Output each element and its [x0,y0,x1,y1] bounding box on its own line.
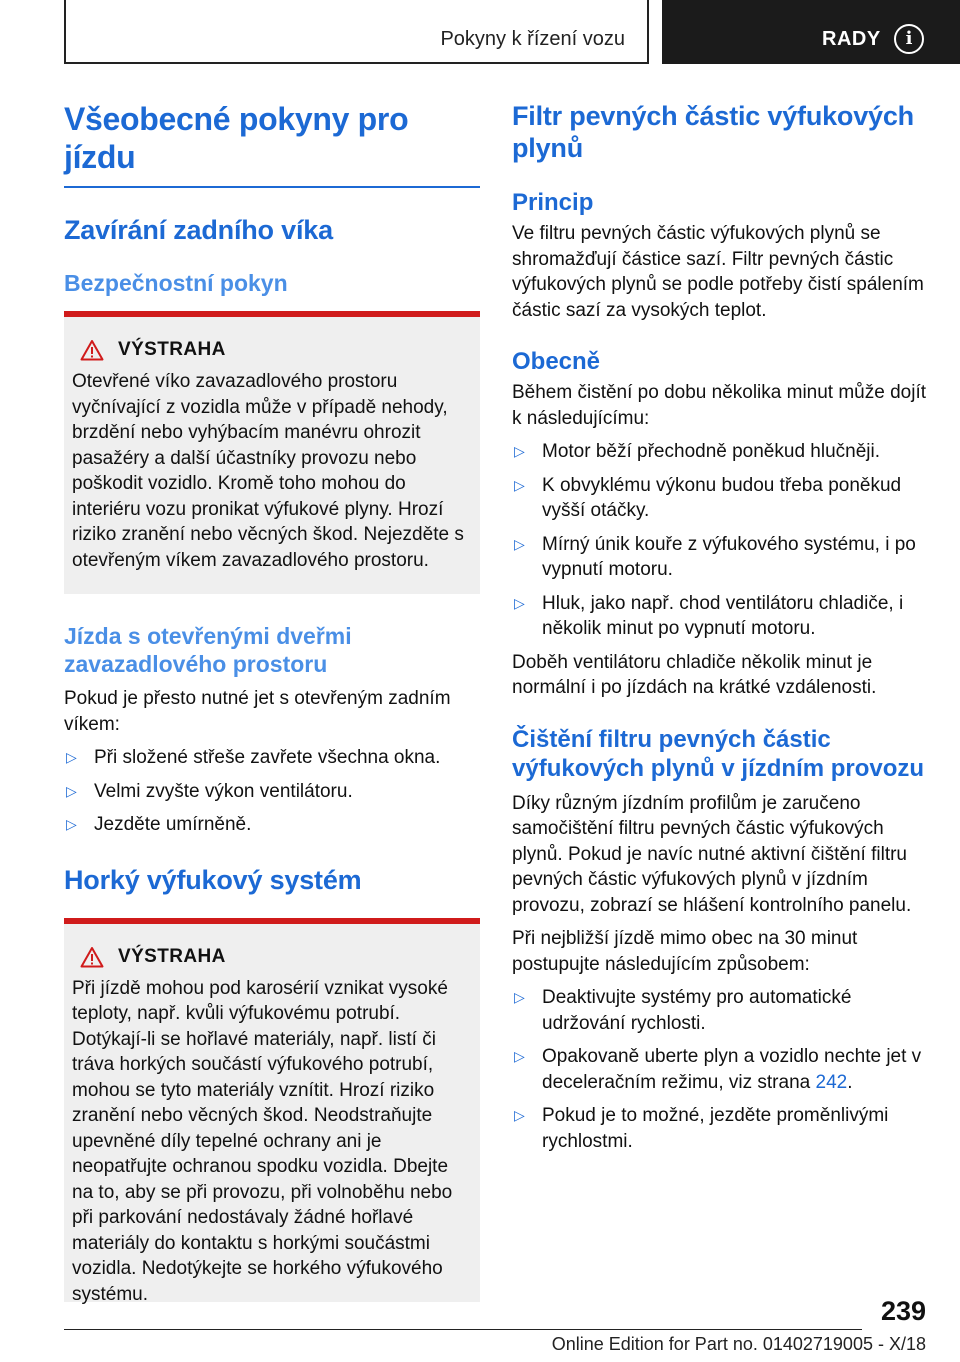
warning-box-exhaust [64,918,480,1305]
open-doors-list [64,745,480,838]
list-item: ▷ Deaktivujte systémy pro automatické udržování rychlosti. [512,985,926,1036]
general-intro: Během čistění po dobu několika minut může dojít k následujícímu: [512,382,927,429]
subsection-title-open-doors: Jízda s otevřenými dveřmi zavazadlového prostoru [64,623,352,677]
open-doors-intro: Pokud je přesto nutné jet s otevřeným zadním víkem: [64,688,451,735]
list-item: ▷ Velmi zvyšte výkon ventilátoru. [64,779,480,805]
header-chapter-title: RADY [822,28,881,50]
principle-text: Ve filtru pevných částic výfukových plynů se shromažďují částice sazí. Filtr pevných částic výfukových plynů se podle potřeby čistí spálením částic sazí za vysokých teplot. [512,223,924,321]
general-list [512,439,926,642]
header-section-title: Pokyny k řízení vozu [440,28,625,50]
left-column [64,100,480,1305]
warning-triangle-icon [80,339,104,361]
warning-text-tailgate: Otevřené víko zavazadlového prostoru vyčnívající z vozidla může v případě nehody, brzdění nebo vyhýbacím manévru ohrozit pasažéry a další účastníky provozu nebo poškodit vozidlo. Kromě toho mohou do interiéru vozu pronikat výfukové plyny. Hrozí riziko zranění nebo věcných škod. Nejezděte s otevřeným víkem zavazadlového prostoru. [72,371,464,571]
list-item: ▷ Pokud je to možné, jezděte proměnlivými rychlostmi. [512,1103,926,1154]
page-reference-link[interactable]: 242 [815,1071,848,1093]
warning-label: VÝSTRAHA [118,339,226,360]
header-chapter-box [662,0,960,64]
footer-divider [64,1329,862,1330]
main-title: Všeobecné pokyny pro jízdu [64,101,409,175]
list-item: ▷ Motor běží přechodně poněkud hlučněji. [512,439,926,465]
info-icon: i [894,24,924,54]
list-item: ▷ Opakovaně uberte plyn a vozidlo nechte jet v deceleračním režimu, viz strana 242. [512,1044,926,1095]
warning-text-exhaust: Při jízdě mohou pod karosérií vznikat vysoké teploty, např. kvůli výfukovému potrubí. Dotýkají-li se hořlavé materiály, např. listí či tráva horkých součástí výfukového potrubí, mohou se tyto materiály vznítit. Hrozí riziko zranění nebo věcných škod. Neodstraňujte upevněné díly tepelné ochrany ani je neopatřujte ochranou spodku vozidla. Dbejte na to, aby se při provozu, při volnoběhu nebo při parkování nedostávaly žádné hořlavé materiály do kontaktu s horkými součástmi vozidla. Nedotýkejte se horkého výfukového systému. [72,977,453,1305]
right-column [512,100,926,1154]
section-title-tailgate: Zavírání zadního víka [64,215,333,245]
subsection-title-general: Obecně [512,348,601,375]
section-title-hot-exhaust: Horký výfukový systém [64,864,362,895]
page-number: 239 [880,1296,926,1326]
cleaning-text-1: Díky různým jízdním profilům je zaručeno samočištění filtru pevných částic výfukových plynů. Pokud je navíc nutné aktivní čištění filtru pevných částic výfukových plynů v jízdním provozu, zobrazí se hlášení kontrolního panelu. [512,792,912,916]
footer-edition: Online Edition for Part no. 01402719005 - X/18 [551,1334,926,1354]
list-item: ▷ Mírný únik kouře z výfukového systému, i po vypnutí motoru. [512,532,926,583]
list-item: ▷ Při složené střeše zavřete všechna okna. [64,745,480,771]
cleaning-list [512,985,926,1154]
subsection-title-cleaning: Čištění filtru pevných částic výfukových plynů v jízdním provozu [512,725,925,782]
list-item: ▷ Jezděte umírněně. [64,812,480,838]
warning-label: VÝSTRAHA [118,945,226,967]
list-item: ▷ K obvyklému výkonu budou třeba poněkud vyšší otáčky. [512,473,926,524]
subsection-title-safety: Bezpečnostní pokyn [64,270,288,296]
general-after-text: Doběh ventilátoru chladiče několik minut je normální i po jízdách na krátké vzdálenosti. [512,651,877,698]
cleaning-text-2: Při nejbližší jízdě mimo obec na 30 minut postupujte následujícím způsobem: [512,928,858,975]
warning-box-tailgate [64,311,480,594]
subsection-title-principle: Princip [512,189,594,216]
header-section-box [64,0,649,64]
warning-triangle-icon [80,946,104,968]
list-item: ▷ Hluk, jako např. chod ventilátoru chladiče, i několik minut po vypnutí motoru. [512,591,926,642]
main-title-block [64,100,480,188]
page-header [0,0,960,66]
section-title-particle-filter: Filtr pevných částic výfukových plynů [512,101,914,163]
